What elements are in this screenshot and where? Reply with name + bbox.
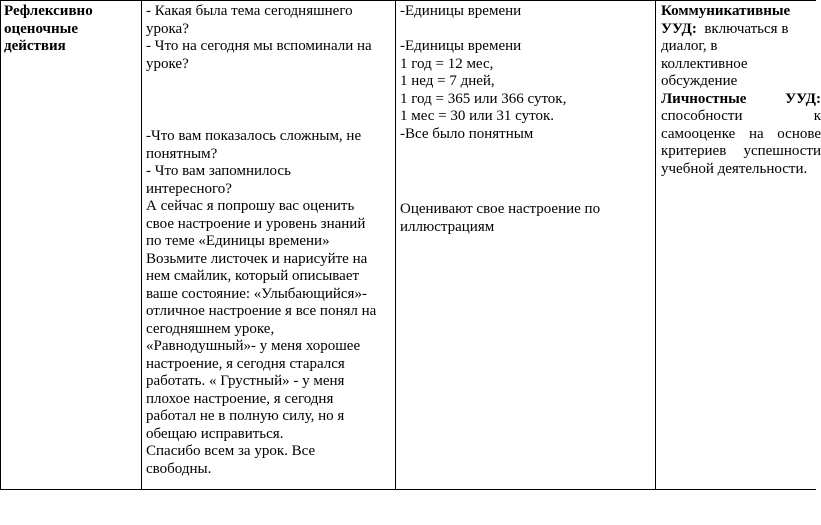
- table-border-top: [0, 0, 816, 1]
- teacher-text-line: сегодняшнем уроке,: [146, 320, 275, 337]
- student-text-line: 1 мес = 30 или 31 суток.: [400, 108, 555, 124]
- teacher-text-line: ваше состояние: «Улыбающийся»-: [146, 285, 367, 302]
- teacher-text-line: - Какая была тема сегодняшнего: [146, 3, 353, 19]
- teacher-text-line: А сейчас я попрошу вас оценить: [146, 198, 355, 214]
- student-text-line: 1 нед = 7 дней,: [400, 73, 495, 89]
- column-divider-2: [395, 0, 396, 490]
- teacher-text-line: работал не в полную силу, но я: [146, 408, 345, 424]
- uud-text: к: [813, 108, 821, 124]
- teacher-text-line: - Что вам запомнилось: [146, 163, 291, 179]
- student-text-line: 1 год = 365 или 366 суток,: [400, 90, 567, 107]
- teacher-text-line: Спасибо всем за урок. Все: [146, 443, 316, 459]
- column-divider-1: [141, 0, 142, 490]
- uud-line: [661, 126, 821, 144]
- table-border-left: [0, 0, 1, 490]
- uud-text: самооценке: [661, 125, 736, 142]
- teacher-text-line: Возьмите листочек и нарисуйте на: [146, 250, 368, 267]
- uud-text: на: [748, 125, 764, 142]
- teacher-reflection-cell: [146, 128, 376, 478]
- teacher-text-line: настроение, я сегодня старался: [146, 355, 345, 372]
- uud-line: [661, 108, 821, 126]
- uud-line: обсуждение: [661, 73, 738, 89]
- teacher-text-line: отличное настроение я все понял на: [146, 303, 377, 319]
- teacher-text-line: «Равнодушный»- у меня хорошее: [146, 338, 361, 354]
- teacher-text-line: работать. « Грустный» - у меня: [146, 373, 345, 389]
- uud-text: основе: [777, 125, 821, 142]
- student-text-line: -Все было понятным: [400, 125, 534, 142]
- uud-cell: [661, 3, 821, 178]
- teacher-text-line: плохое настроение, я сегодня: [146, 390, 334, 407]
- student-answers-cell: [400, 38, 566, 143]
- student-text-line: -Единицы времени: [400, 3, 522, 19]
- teacher-text-line: интересного?: [146, 180, 232, 197]
- personal-heading: Личностные: [661, 90, 747, 107]
- activity-type-cell: [4, 3, 93, 56]
- uud-line: [661, 143, 821, 161]
- student-text-line: иллюстрациям: [400, 218, 495, 235]
- student-text-line: -Единицы времени: [400, 38, 522, 54]
- teacher-text-line: - Что на сегодня мы вспоминали на: [146, 38, 372, 54]
- student-text-line: Оценивают свое настроение по: [400, 201, 601, 217]
- uud-line: [661, 91, 821, 109]
- uud-text: включаться в: [704, 20, 789, 37]
- activity-type-line: Рефлексивно: [4, 3, 93, 19]
- activity-type-line: действия: [4, 38, 66, 54]
- uud-line: учебной деятельности.: [661, 160, 808, 177]
- uud-line: диалог, в: [661, 38, 718, 54]
- personal-uud-label: УУД:: [785, 90, 821, 107]
- teacher-text-line: обещаю исправиться.: [146, 425, 284, 442]
- table-border-bottom: [0, 489, 816, 490]
- activity-type-line: оценочные: [4, 20, 79, 37]
- column-divider-3: [655, 0, 656, 490]
- uud-text: успешности: [743, 143, 821, 159]
- teacher-questions-cell: [146, 3, 372, 73]
- communicative-uud-label: УУД:: [661, 20, 697, 37]
- uud-line: [661, 21, 821, 39]
- teacher-text-line: свое настроение и уровень знаний: [146, 215, 366, 232]
- uud-text: критериев: [661, 143, 727, 159]
- teacher-text-line: нем смайлик, который описывает: [146, 268, 360, 284]
- student-answer-cell: [400, 3, 521, 21]
- teacher-text-line: урока?: [146, 20, 189, 37]
- uud-line: коллективное: [661, 55, 748, 72]
- uud-text: способности: [661, 108, 743, 124]
- teacher-text-line: -Что вам показалось сложным, не: [146, 128, 362, 144]
- teacher-text-line: свободны.: [146, 460, 212, 477]
- communicative-heading: Коммуникативные: [661, 3, 791, 19]
- teacher-text-line: по теме «Единицы времени»: [146, 233, 330, 249]
- uud-line: [661, 3, 821, 21]
- student-text-line: 1 год = 12 мес,: [400, 55, 494, 72]
- student-mood-cell: [400, 201, 600, 236]
- teacher-text-line: понятным?: [146, 145, 218, 162]
- teacher-text-line: уроке?: [146, 55, 189, 72]
